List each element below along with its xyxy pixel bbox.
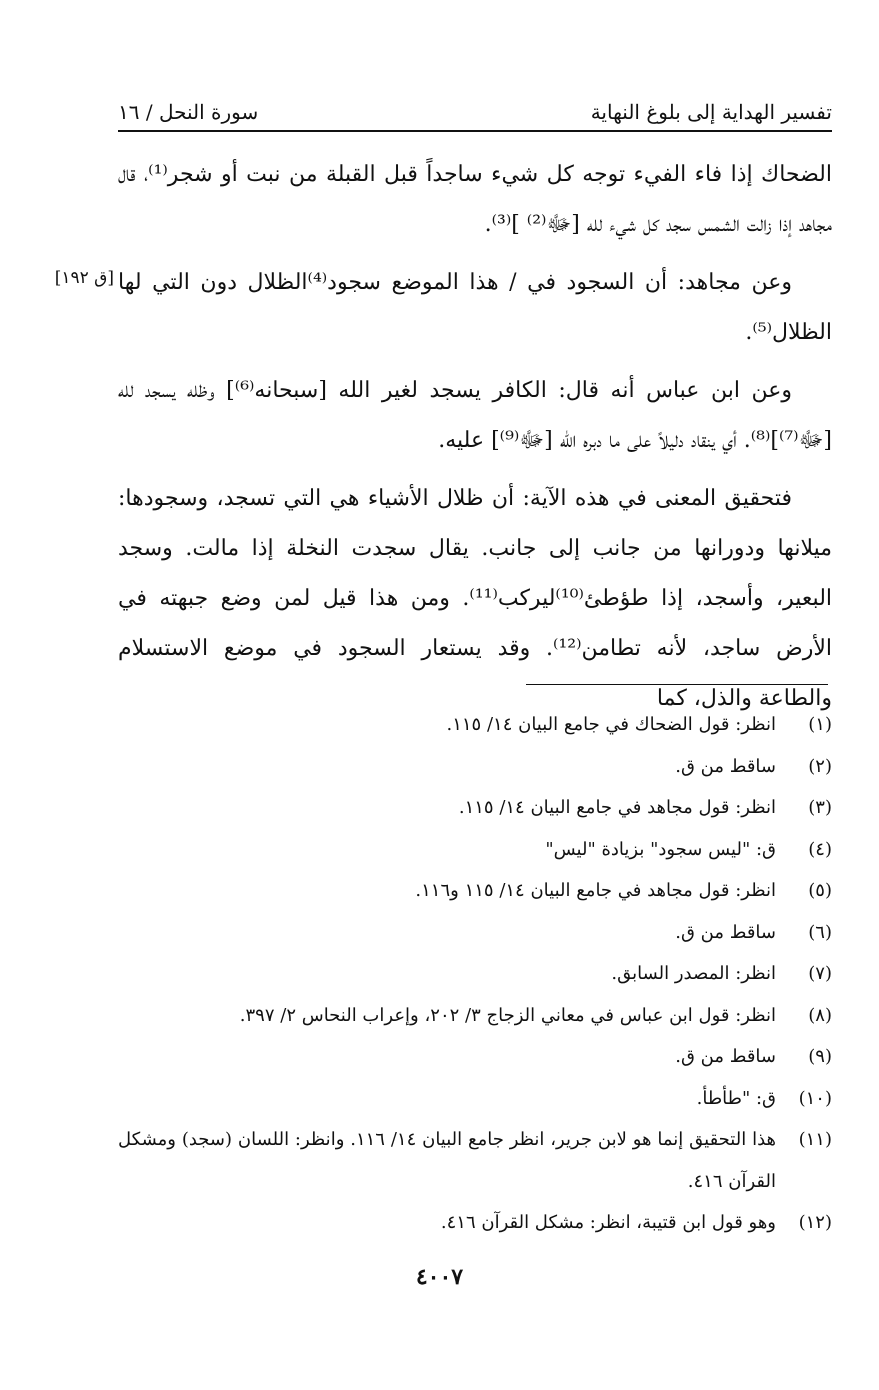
footnote-text: ق: "ليس سجود" بزيادة "ليس" <box>545 838 776 860</box>
paragraph: وعن ابن عباس أنه قال: الكافر يسجد لغير الله [سبحانه⁽⁶⁾] وظله يسجد لله [ﷻ⁽⁷⁾]⁽⁸⁾. أي ينقاد دليلاً على ما دبره الله [ﷻ⁽⁹⁾] عليه. <box>118 378 832 453</box>
footnote-divider <box>526 684 828 685</box>
footnote-text: ساقط من ق. <box>675 1046 776 1067</box>
footnotes <box>118 704 832 1244</box>
surah-label: سورة النحل / ١٦ <box>118 100 259 124</box>
footnote-number: (١) <box>808 714 832 735</box>
main-text <box>118 150 832 732</box>
running-header <box>118 98 832 132</box>
footnote <box>118 1078 832 1120</box>
footnote-text: انظر: قول مجاهد في جامع البيان ١٤/ ١١٥ و١١٦. <box>415 880 776 901</box>
manuscript-folio-marker: [ق ١٩٢] <box>54 268 114 288</box>
footnote <box>118 995 832 1037</box>
footnote-number: (١١) <box>798 1129 832 1150</box>
footnote <box>118 1202 832 1244</box>
footnote-text: انظر: المصدر السابق. <box>611 963 776 984</box>
footnote-text: انظر: قول ابن عباس في معاني الزجاج ٣/ ٢٠٢، وإعراب النحاس ٢/ ٣٩٧. <box>239 1004 776 1026</box>
paragraph: فتحقيق المعنى في هذه الآية: أن ظلال الأشياء هي التي تسجد، وسجودها: ميلانها ودورانها من جانب إلى جانب. يقال سجدت النخلة إذا مالت. وسجد البعير، وأسجد، إذا طؤطئ⁽¹⁰⁾ليركب⁽¹¹⁾. ومن هذا قيل لمن وضع جبهته في الأرض ساجد، لأنه تطامن⁽¹²⁾. وقد يستعار السجود في موضع الاستسلام والطاعة والذل، كما <box>118 486 833 711</box>
footnote <box>118 953 832 995</box>
paragraph: الضحاك إذا فاء الفيء توجه كل شيء ساجداً قبل القبلة من نبت أو شجر⁽¹⁾، قال مجاهد إذا زالت الشمس سجد كل شيء لله [ﷻ⁽²⁾ ]⁽³⁾. <box>118 162 832 237</box>
footnote-text: ساقط من ق. <box>675 921 776 943</box>
footnote-text: هذا التحقيق إنما هو لابن جرير، انظر جامع البيان ١٤/ ١١٦. وانظر: اللسان (سجد) ومشكل القرآن ٤١٦. <box>118 1129 777 1192</box>
footnote-number: (٣) <box>808 797 832 818</box>
paragraph: وعن مجاهد: أن السجود في / هذا الموضع سجود⁽⁴⁾الظلال دون التي لها الظلال⁽⁵⁾. <box>118 270 832 345</box>
footnote <box>118 1036 832 1078</box>
footnote-number: (٩) <box>808 1046 832 1067</box>
footnote-text: وهو قول ابن قتيبة، انظر: مشكل القرآن ٤١٦. <box>440 1212 776 1233</box>
footnote-number: (١٠) <box>798 1087 832 1109</box>
footnote-text: ساقط من ق. <box>675 755 776 777</box>
footnote-number: (٢) <box>808 755 832 777</box>
footnote-text: انظر: قول الضحاك في جامع البيان ١٤/ ١١٥. <box>446 714 776 735</box>
footnote-text: ق: "طأطأ. <box>696 1087 776 1109</box>
footnote <box>118 746 832 788</box>
footnote-number: (٤) <box>808 838 832 860</box>
footnote-number: (١٢) <box>798 1212 832 1233</box>
footnote-number: (٥) <box>808 880 832 901</box>
footnote-text: انظر: قول مجاهد في جامع البيان ١٤/ ١١٥. <box>458 797 776 818</box>
footnote <box>118 787 832 829</box>
page-number: ٤٠٠٧ <box>415 1264 464 1290</box>
footnote <box>118 829 832 871</box>
footnote-number: (٧) <box>808 963 832 984</box>
footnote <box>118 704 832 746</box>
footnote <box>118 870 832 912</box>
footnote <box>118 1119 832 1202</box>
footnote-number: (٨) <box>808 1004 832 1026</box>
footnote <box>118 912 832 954</box>
footnote-number: (٦) <box>808 921 832 943</box>
book-title: تفسير الهداية إلى بلوغ النهاية <box>590 100 832 124</box>
